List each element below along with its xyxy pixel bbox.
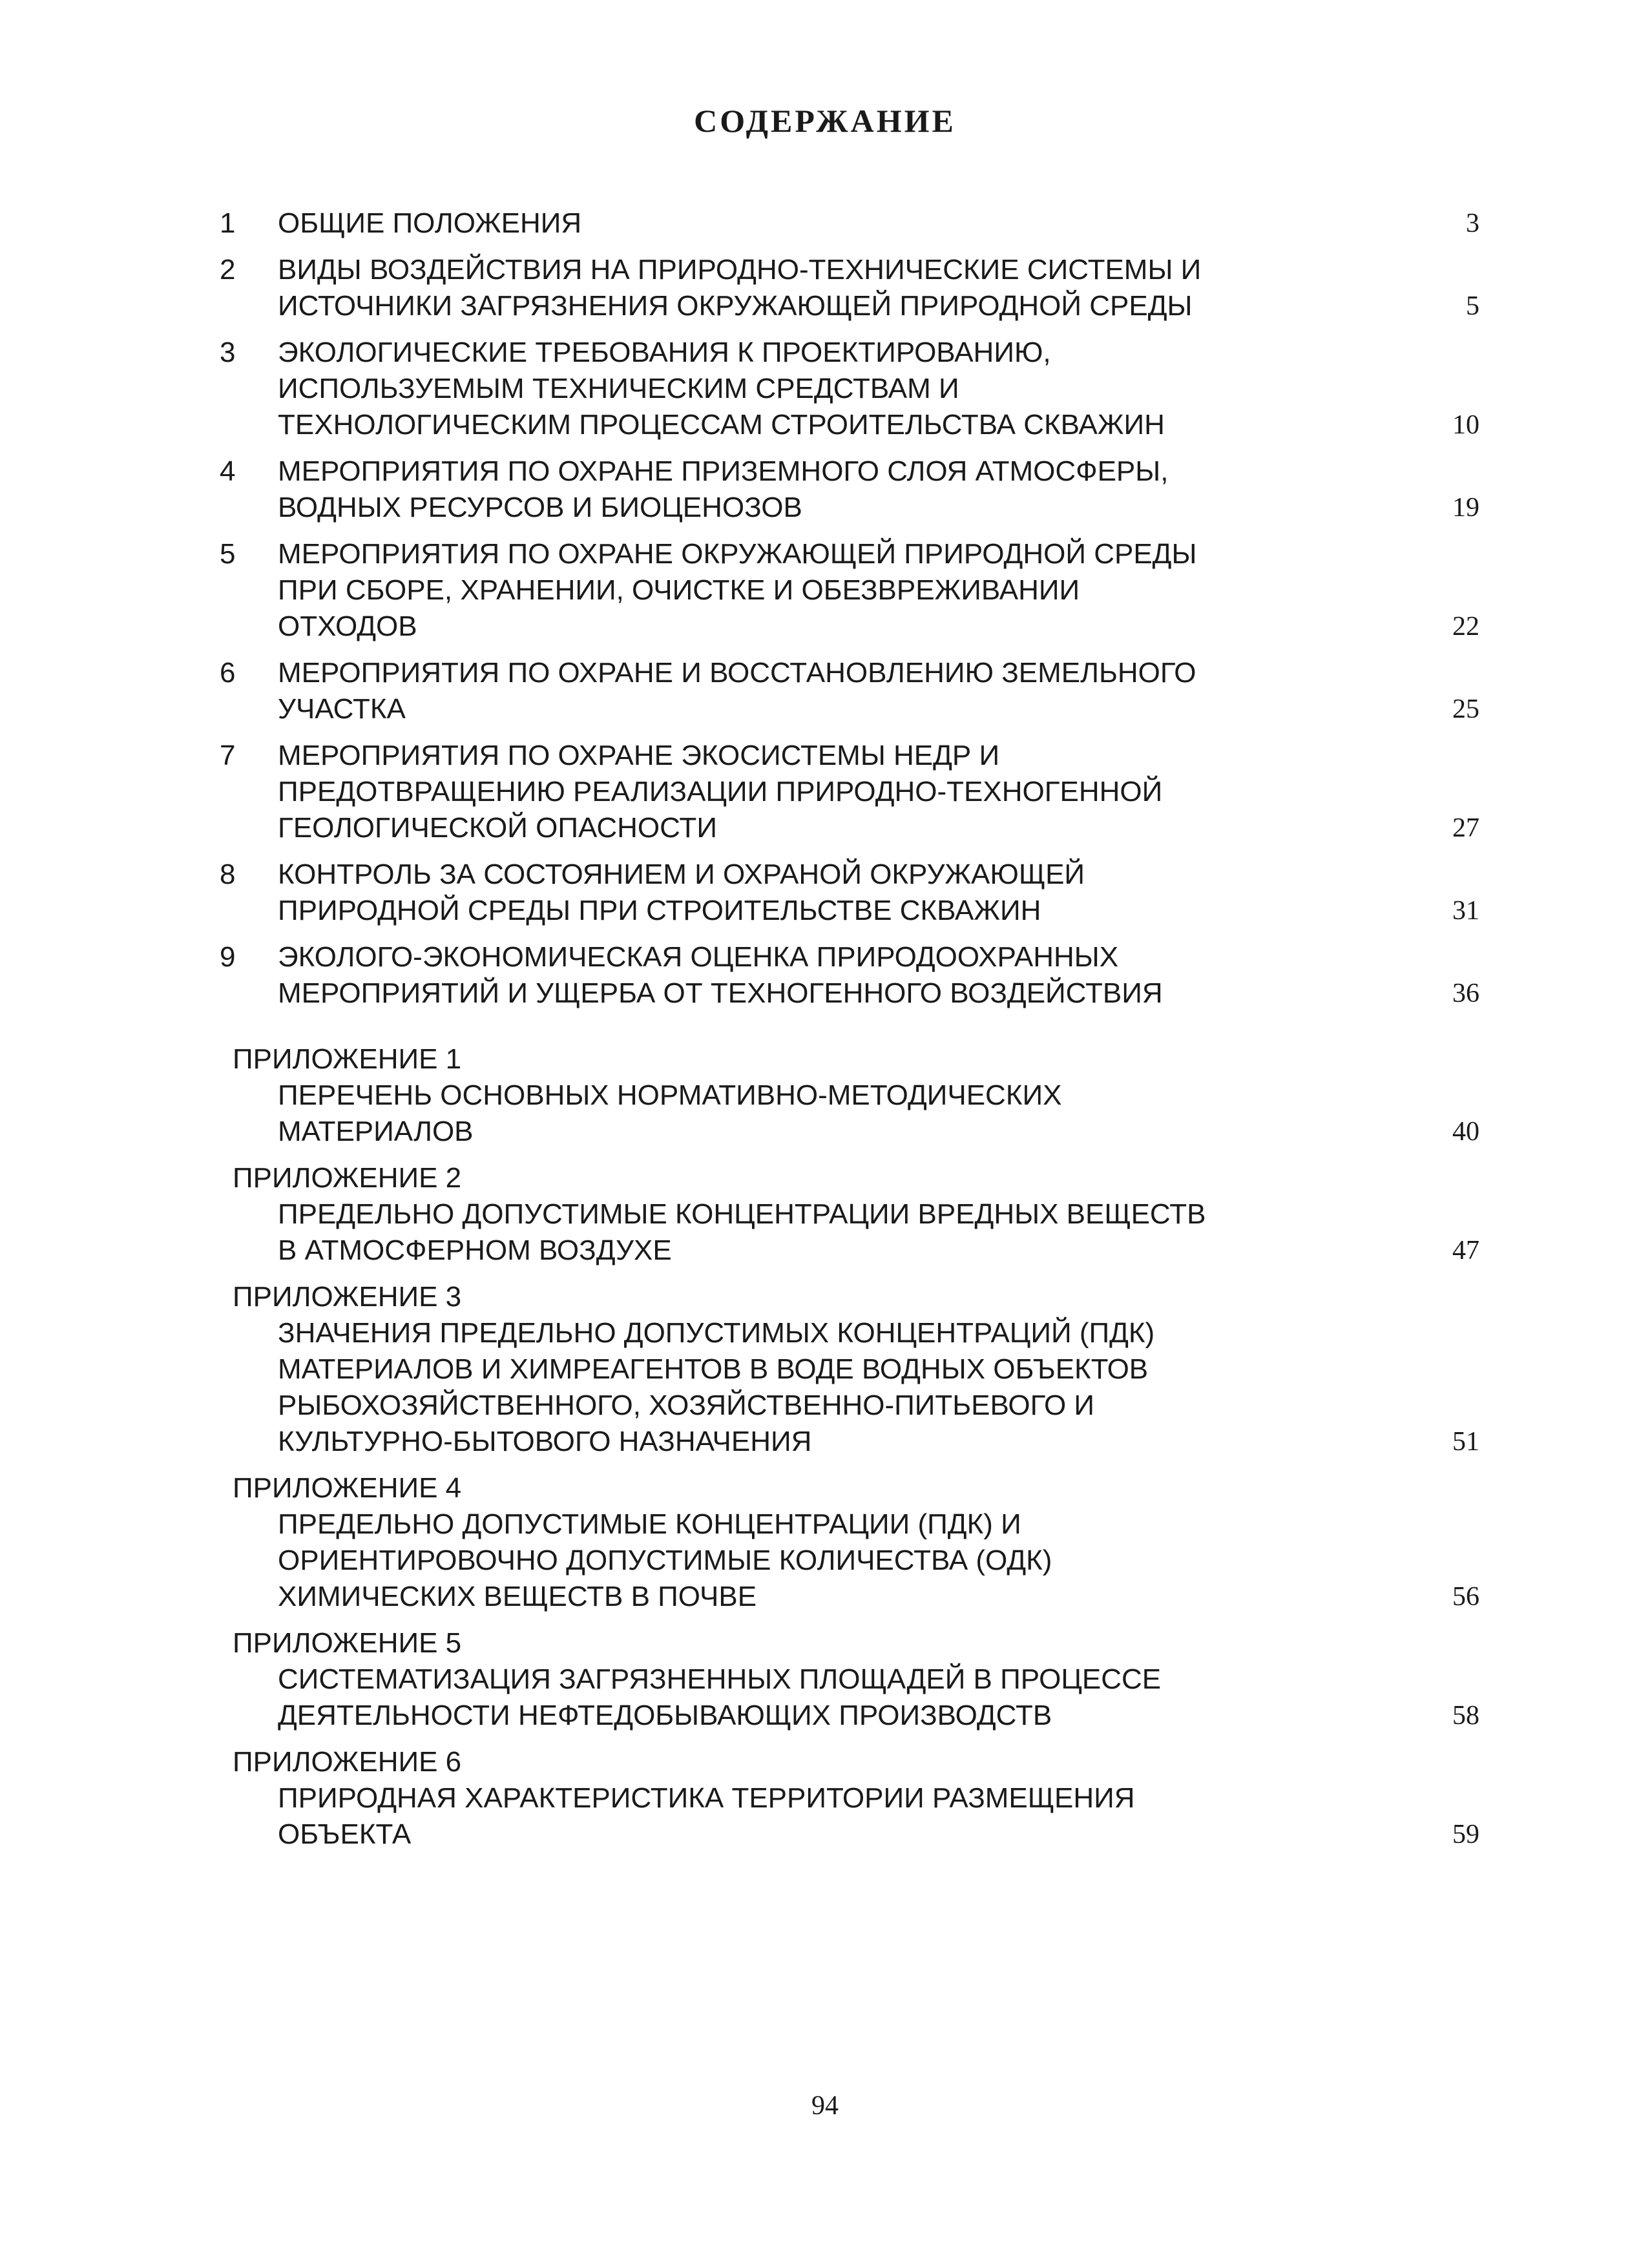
appendix-title: ПРЕДЕЛЬНО ДОПУСТИМЫЕ КОНЦЕНТРАЦИИ ВРЕДНЫХ ВЕЩЕСТВ В АТМОСФЕРНОМ ВОЗДУХЕ	[278, 1198, 1206, 1266]
entry-page: 22	[1452, 612, 1479, 641]
appendix-page: 47	[1452, 1236, 1479, 1265]
appendix-heading: ПРИЛОЖЕНИЕ 4	[233, 1472, 462, 1504]
entry-title: МЕРОПРИЯТИЯ ПО ОХРАНЕ ПРИЗЕМНОГО СЛОЯ АТМОСФЕРЫ, ВОДНЫХ РЕСУРСОВ И БИОЦЕНОЗОВ	[278, 455, 1169, 523]
entry-number: 9	[220, 941, 236, 973]
entry-page: 25	[1452, 694, 1479, 724]
toc-entry-6[interactable]	[220, 655, 1479, 727]
entry-page: 36	[1452, 979, 1479, 1008]
appendix-page: 40	[1452, 1117, 1479, 1147]
entry-title: МЕРОПРИЯТИЯ ПО ОХРАНЕ И ВОССТАНОВЛЕНИЮ ЗЕМЕЛЬНОГО УЧАСТКА	[278, 657, 1196, 725]
entry-title: ЭКОЛОГИЧЕСКИЕ ТРЕБОВАНИЯ К ПРОЕКТИРОВАНИЮ, ИСПОЛЬЗУЕМЫМ ТЕХНИЧЕСКИМ СРЕДСТВАМ И ТЕХНОЛОГИЧЕСКИМ ПРОЦЕССАМ СТРОИТЕЛЬСТВА СКВАЖИН	[278, 337, 1165, 441]
entry-page: 3	[1466, 209, 1479, 238]
appendix-heading: ПРИЛОЖЕНИЕ 3	[233, 1281, 462, 1313]
toc-appendix-2[interactable]	[220, 1160, 1479, 1269]
entry-title: ОБЩИЕ ПОЛОЖЕНИЯ	[278, 207, 582, 239]
entry-title: ЭКОЛОГО-ЭКОНОМИЧЕСКАЯ ОЦЕНКА ПРИРОДООХРАННЫХ МЕРОПРИЯТИЙ И УЩЕРБА ОТ ТЕХНОГЕННОГО ВОЗДЕЙСТВИЯ	[278, 941, 1163, 1009]
appendix-heading: ПРИЛОЖЕНИЕ 6	[233, 1746, 462, 1778]
appendix-title: СИСТЕМАТИЗАЦИЯ ЗАГРЯЗНЕННЫХ ПЛОЩАДЕЙ В ПРОЦЕССЕ ДЕЯТЕЛЬНОСТИ НЕФТЕДОБЫВАЮЩИХ ПРОИЗВОДСТВ	[278, 1663, 1162, 1731]
toc-entry-8[interactable]	[220, 857, 1479, 929]
appendix-page: 56	[1452, 1582, 1479, 1612]
toc-entry-1[interactable]	[220, 205, 1479, 242]
entry-page: 27	[1452, 813, 1479, 843]
toc-entry-7[interactable]	[220, 738, 1479, 846]
entry-number: 2	[220, 254, 236, 286]
appendix-title: ЗНАЧЕНИЯ ПРЕДЕЛЬНО ДОПУСТИМЫХ КОНЦЕНТРАЦИЙ (ПДК) МАТЕРИАЛОВ И ХИМРЕАГЕНТОВ В ВОДЕ ВОДНЫХ ОБЪЕКТОВ РЫБОХОЗЯЙСТВЕННОГО, ХОЗЯЙСТВЕННО-ПИТЬЕВОГО И КУЛЬТУРНО-БЫТОВОГО НАЗНАЧЕНИЯ	[278, 1317, 1155, 1457]
appendix-page: 58	[1452, 1701, 1479, 1731]
toc-appendix-6[interactable]	[220, 1744, 1479, 1853]
appendix-heading: ПРИЛОЖЕНИЕ 2	[233, 1162, 462, 1194]
toc-entry-2[interactable]	[220, 252, 1479, 324]
entry-number: 6	[220, 657, 236, 689]
entry-page: 5	[1466, 291, 1479, 321]
toc-appendix-1[interactable]	[220, 1041, 1479, 1150]
entry-number: 1	[220, 207, 236, 239]
entry-page: 19	[1452, 493, 1479, 523]
toc-appendix-5[interactable]	[220, 1625, 1479, 1734]
appendix-heading: ПРИЛОЖЕНИЕ 1	[233, 1043, 462, 1075]
entry-number: 5	[220, 538, 236, 570]
entry-number: 3	[220, 337, 236, 368]
entry-number: 8	[220, 858, 236, 890]
appendix-title: ПРЕДЕЛЬНО ДОПУСТИМЫЕ КОНЦЕНТРАЦИИ (ПДК) И ОРИЕНТИРОВОЧНО ДОПУСТИМЫЕ КОЛИЧЕСТВА (ОДК) ХИМИЧЕСКИХ ВЕЩЕСТВ В ПОЧВЕ	[278, 1508, 1052, 1612]
appendix-heading: ПРИЛОЖЕНИЕ 5	[233, 1627, 462, 1659]
appendix-title: ПРИРОДНАЯ ХАРАКТЕРИСТИКА ТЕРРИТОРИИ РАЗМЕЩЕНИЯ ОБЪЕКТА	[278, 1782, 1135, 1850]
entry-page: 31	[1452, 896, 1479, 926]
toc-entry-4[interactable]	[220, 453, 1479, 526]
toc-appendix-3[interactable]	[220, 1279, 1479, 1460]
entry-page: 10	[1452, 410, 1479, 440]
toc-entry-9[interactable]	[220, 939, 1479, 1012]
appendix-page: 59	[1452, 1820, 1479, 1849]
entry-title: МЕРОПРИЯТИЯ ПО ОХРАНЕ ЭКОСИСТЕМЫ НЕДР И ПРЕДОТВРАЩЕНИЮ РЕАЛИЗАЦИИ ПРИРОДНО-ТЕХНОГЕННОЙ ГЕОЛОГИЧЕСКОЙ ОПАСНОСТИ	[278, 740, 1163, 844]
toc-entry-5[interactable]	[220, 536, 1479, 645]
table-of-contents	[220, 205, 1479, 1853]
entry-title: КОНТРОЛЬ ЗА СОСТОЯНИЕМ И ОХРАНОЙ ОКРУЖАЮЩЕЙ ПРИРОДНОЙ СРЕДЫ ПРИ СТРОИТЕЛЬСТВЕ СКВАЖИН	[278, 858, 1085, 926]
appendix-title: ПЕРЕЧЕНЬ ОСНОВНЫХ НОРМАТИВНО-МЕТОДИЧЕСКИХ МАТЕРИАЛОВ	[278, 1079, 1062, 1147]
appendix-page: 51	[1452, 1427, 1479, 1457]
toc-entry-3[interactable]	[220, 335, 1479, 443]
entry-number: 4	[220, 455, 236, 487]
page-title: СОДЕРЖАНИЕ	[694, 103, 956, 139]
toc-appendix-4[interactable]	[220, 1470, 1479, 1615]
page-number: 94	[811, 2091, 839, 2121]
entry-title: МЕРОПРИЯТИЯ ПО ОХРАНЕ ОКРУЖАЮЩЕЙ ПРИРОДНОЙ СРЕДЫ ПРИ СБОРЕ, ХРАНЕНИИ, ОЧИСТКЕ И ОБЕЗВРЕЖИВАНИИ ОТХОДОВ	[278, 538, 1197, 642]
entry-number: 7	[220, 740, 236, 771]
entry-title: ВИДЫ ВОЗДЕЙСТВИЯ НА ПРИРОДНО-ТЕХНИЧЕСКИЕ СИСТЕМЫ И ИСТОЧНИКИ ЗАГРЯЗНЕНИЯ ОКРУЖАЮЩЕЙ ПРИРОДНОЙ СРЕДЫ	[278, 254, 1202, 322]
